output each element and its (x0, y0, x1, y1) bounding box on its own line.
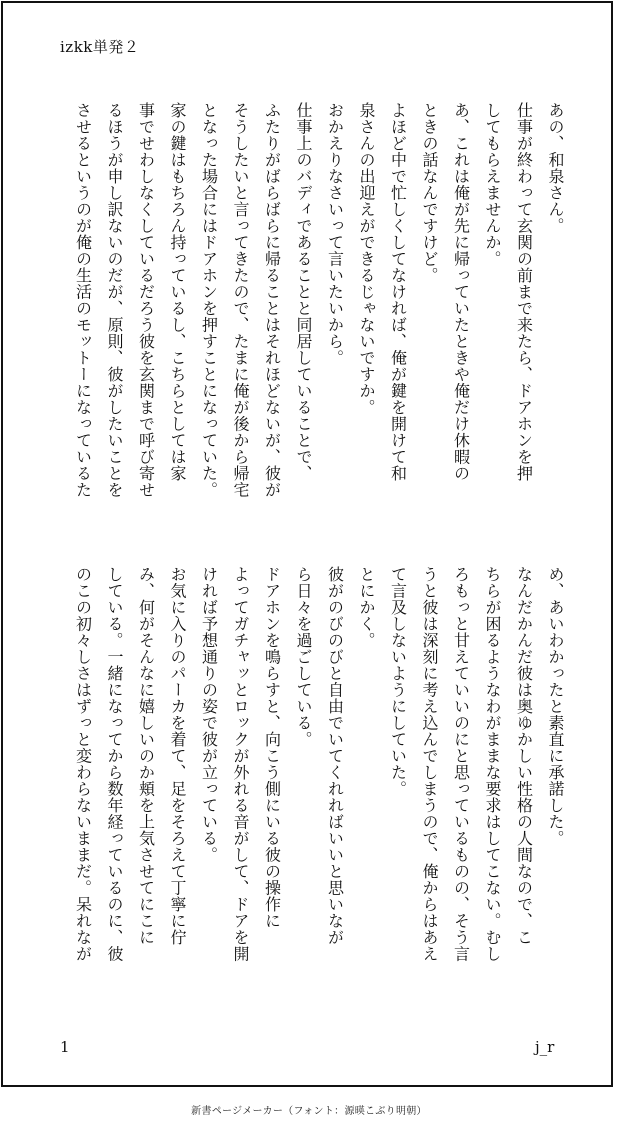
text-line: してもらえませんか。 (483, 102, 502, 267)
page-header-title: izkk単発２ (60, 38, 140, 56)
text-line: よってガチャッとロックが外れる音がして、ドアを開 (231, 566, 250, 962)
text-line: ければ予想通りの姿で彼が立っている。 (199, 566, 219, 863)
page-number: 1 (60, 1038, 70, 1056)
text-line: 仕事上のバディであることと同居していることで、 (294, 102, 313, 482)
text-line: め、あいわかったと素直に承諾した。 (546, 566, 565, 847)
text-line: させるというのが俺の生活のモットーになっているた (73, 102, 93, 498)
author-name: j_r (535, 1038, 555, 1056)
text-line: 家の鍵はもちろん持っているし、こちらとしては家 (168, 102, 187, 482)
text-line: なんだかんだ彼は奥ゆかしい性格の人間なので、こ (514, 566, 534, 946)
text-line: 仕事が終わって玄関の前まで来たら、ドアホンを押 (514, 102, 534, 482)
text-line: おかえりなさいって言いたいから。 (325, 102, 345, 366)
text-line: て言及しないようにしていた。 (388, 566, 408, 797)
text-line: とにかく。 (357, 566, 376, 649)
text-line: よほど中で忙しくしてなければ、俺が鍵を開けて和 (388, 102, 408, 482)
text-block-bottom (67, 566, 571, 1006)
text-line: ドアホンを鳴らすと、向こう側にいる彼の操作に (262, 566, 282, 929)
text-line: お気に入りのパーカを着て、足をそろえて丁寧に佇 (168, 566, 187, 946)
text-line: 事でせわしなくしているだろう彼を玄関まで呼び寄せ (136, 102, 156, 498)
text-line: となった場合にはドアホンを押すことになっていた。 (199, 102, 219, 498)
text-line: あ、これは俺が先に帰っていたときや俺だけ休暇の (451, 102, 471, 482)
text-line: あの、和泉さん。 (546, 102, 565, 234)
text-line: 泉さんの出迎えができるじゃないですか。 (357, 102, 376, 416)
text-line: うと彼は深刻に考え込んでしまうので、俺からはあえ (420, 566, 439, 962)
text-line: 彼がのびのびと自由でいてくれればいいと思いなが (325, 566, 345, 946)
text-line: ろもっと甘えていいのにと思っているものの、そう言 (451, 566, 471, 962)
text-line: ら日々を過ごしている。 (294, 566, 313, 748)
footer-caption: 新書ページメーカー（フォント：源暎こぶり明朝） (191, 1106, 427, 1117)
text-line: ふたりがばらばらに帰ることはそれほどないが、彼が (262, 102, 282, 498)
text-line: のこの初々しさはずっと変わらないままだ。呆れなが (73, 566, 93, 962)
text-line: そうしたいと言ってきたので、たまに俺が後から帰宅 (231, 102, 250, 498)
text-line: ときの話なんですけど。 (420, 102, 439, 284)
text-line: み、何がそんなに嬉しいのか頬を上気させてにこに (136, 566, 156, 946)
text-block-top (67, 102, 571, 532)
text-line: している。一緒になってから数年経っているのに、彼 (105, 566, 124, 962)
text-line: るほうが申し訳ないのだが、原則、彼がしたいことを (105, 102, 124, 498)
text-line: ちらが困るようなわがままな要求はしてこない。むし (483, 566, 502, 962)
